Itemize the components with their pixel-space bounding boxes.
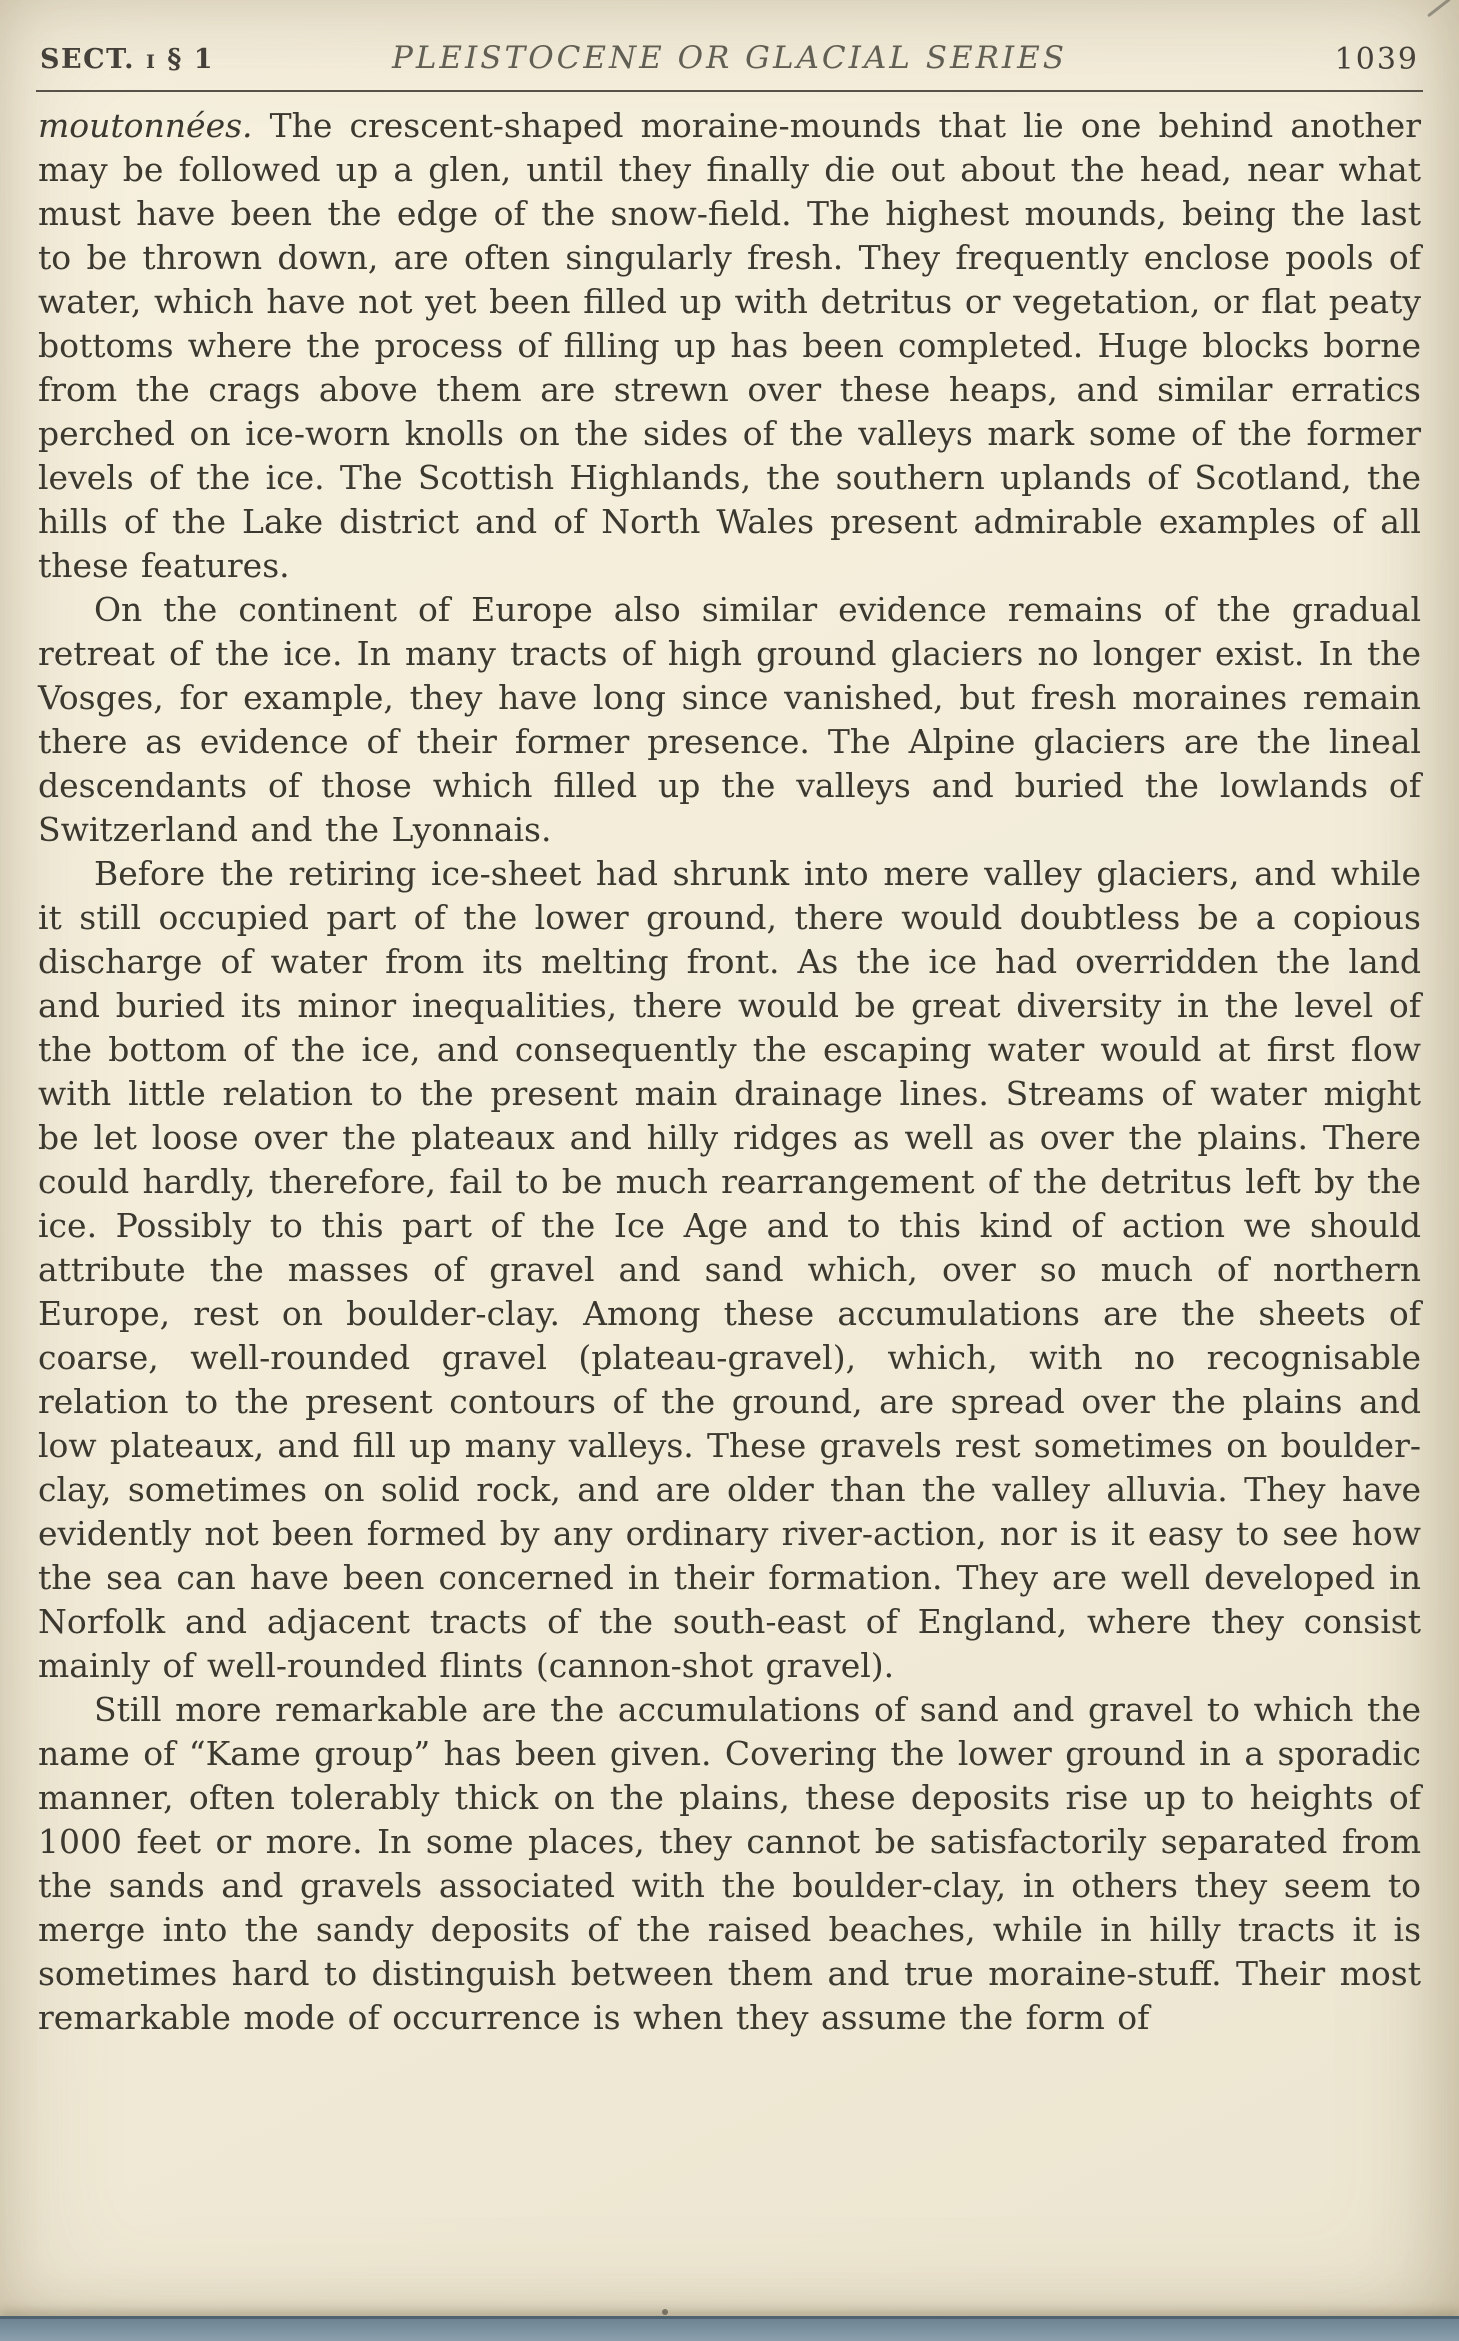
- paragraph: [38, 104, 1421, 588]
- scan-bottom-edge: [0, 2316, 1459, 2341]
- paragraph: Still more remarkable are the accumulations of sand and gravel to which the name of “Kame group” has been given. Covering the lower ground in a sporadic manner, often tolerably thick on the plains, these deposits rise up to heights of 1000 feet or more. In some places, they cannot be satisfactorily separated from the sands and gravels associated with the boulder-clay, in others they seem to merge into the sandy deposits of the raised beaches, while in hilly tracts it is sometimes hard to distinguish between them and true moraine-stuff. Their most remarkable mode of occurrence is when they assume the form of: [38, 1690, 1421, 2037]
- header-rule: [36, 90, 1423, 92]
- page-body: [38, 104, 1421, 2040]
- section-label: SECT. i § 1: [40, 44, 215, 75]
- scan-corner-artifact: [1427, 0, 1451, 17]
- paragraph: On the continent of Europe also similar evidence remains of the gradual retreat of the ice. In many tracts of high ground glaciers no longer exist. In the Vosges, for example, they have long since vanished, but fresh moraines remain there as evidence of their former presence. The Alpine glaciers are the lineal descendants of those which filled up the valleys and buried the lowlands of Switzerland and the Lyonnais.: [38, 590, 1421, 849]
- paragraph: Before the retiring ice-sheet had shrunk into mere valley glaciers, and while it still occupied part of the lower ground, there would doubtless be a copious discharge of water from its melting front. As the ice had overridden the land and buried its minor inequalities, there would be great diversity in the level of the bottom of the ice, and consequently the escaping water would at first flow with little relation to the present main drainage lines. Streams of water might be let loose over the plateaux and hilly ridges as well as over the plains. There could hardly, therefore, fail to be much rearrangement of the detritus left by the ice. Possibly to this part of the Ice Age and to this kind of action we should attribute the masses of gravel and sand which, over so much of northern Europe, rest on boulder-clay. Among these accumulations are the sheets of coarse, well-rounded gravel (plateau-gravel), which, with no recognisable relation to the present contours of the ground, are spread over the plains and low plateaux, and fill up many valleys. These gravels rest sometimes on boulder-clay, sometimes on solid rock, and are older than the valley alluvia. They have evidently not been formed by any ordinary river-action, nor is it easy to see how the sea can have been concerned in their formation. They are well developed in Norfolk and adjacent tracts of the south-east of England, where they consist mainly of well-rounded flints (cannon-shot gravel).: [38, 854, 1421, 1685]
- italic-lead-word: moutonnées.: [38, 106, 253, 145]
- page-number: 1039: [1334, 42, 1419, 77]
- running-title: PLEISTOCENE OR GLACIAL SERIES: [391, 40, 1068, 76]
- scan-speck-artifact: [662, 2309, 668, 2315]
- paragraph-text: The crescent-shaped moraine-mounds that lie one behind another may be followed up a glen, until they finally die out about the head, near what must have been the edge of the snow-field. The highest mounds, being the last to be thrown down, are often singularly fresh. They frequently enclose pools of water, which have not yet been filled up with detritus or vegetation, or flat peaty bottoms where the process of filling up has been completed. Huge blocks borne from the crags above them are strewn over these heaps, and similar erratics perched on ice-worn knolls on the sides of the valleys mark some of the former levels of the ice. The Scottish Highlands, the southern uplands of Scotland, the hills of the Lake district and of North Wales present admirable examples of all these features.: [38, 106, 1421, 585]
- page-header: [38, 40, 1421, 82]
